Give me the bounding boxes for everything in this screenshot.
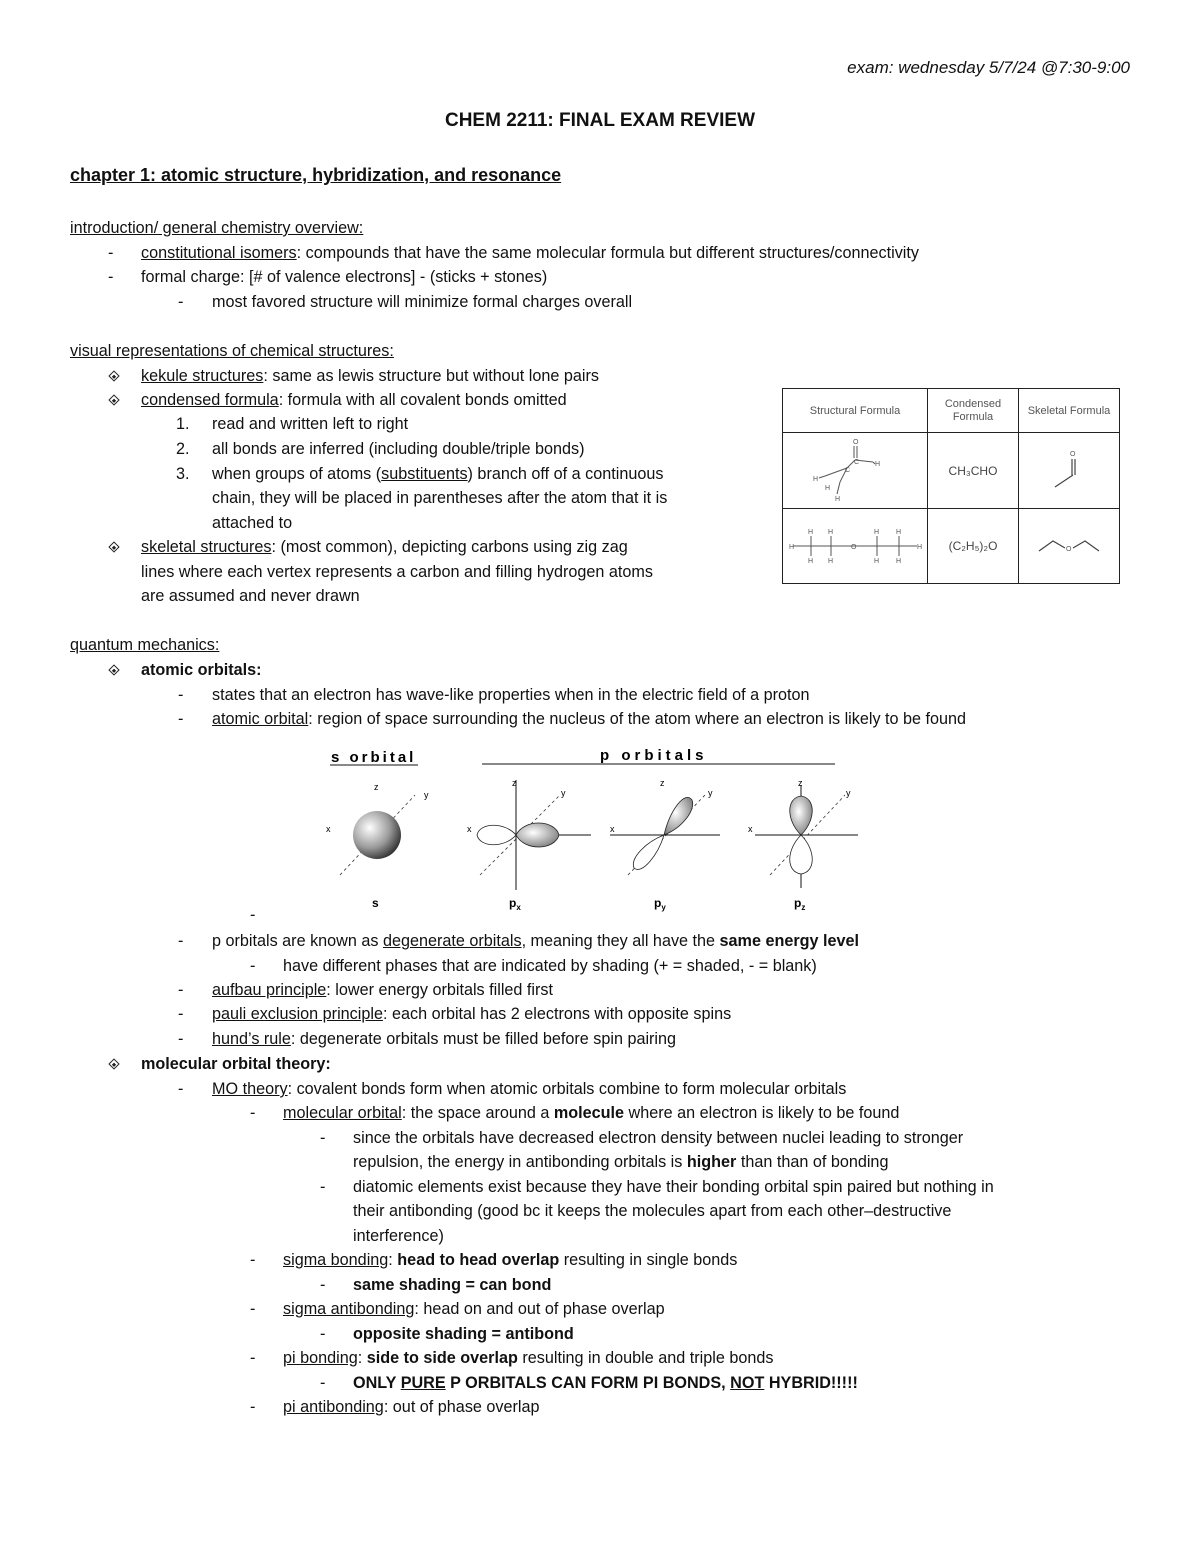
- atom-label: H: [828, 528, 834, 536]
- atom-label: H: [789, 543, 795, 551]
- emphasis: same energy level: [719, 932, 860, 950]
- text: : lower energy orbitals filled first: [326, 981, 554, 999]
- dash-bullet: -: [178, 981, 184, 999]
- term-mo-theory: MO theory: [212, 1080, 288, 1098]
- list-number: 3.: [176, 465, 190, 483]
- dash-bullet: -: [178, 1080, 184, 1098]
- term-constitutional-isomers: constitutional isomers: [141, 244, 297, 262]
- s-orbital-heading: s orbital: [331, 749, 417, 766]
- diamond-bullet: [108, 1058, 119, 1069]
- diethyl-ether-skeletal-drawing: [1019, 525, 1119, 565]
- structural-acetaldehyde: [783, 433, 928, 509]
- atom-label: H: [828, 557, 834, 565]
- diatomic-line3: interference): [353, 1227, 444, 1245]
- diethyl-ether-structural-drawing: [785, 510, 925, 580]
- def-skeletal: : (most common), depicting carbons using zig zag: [271, 538, 628, 556]
- atom-label: H: [813, 476, 819, 483]
- dash-bullet: -: [250, 1398, 256, 1416]
- orbital-label-px: $p_x$: [509, 896, 521, 912]
- term-degenerate: degenerate orbitals: [382, 932, 522, 950]
- axis-label: x: [610, 824, 615, 834]
- header-text: Formula: [952, 410, 994, 423]
- structural-diethyl-ether: [783, 509, 928, 584]
- dash-bullet: -: [178, 686, 184, 704]
- emphasis: molecule: [553, 1104, 625, 1122]
- condensed-rule-3-line2: chain, they will be placed in parentheses after the atom that it is: [212, 489, 668, 507]
- dash-bullet: -: [178, 932, 184, 950]
- dash-bullet: -: [108, 244, 114, 262]
- antibonding-energy-line1: since the orbitals have decreased electron density between nuclei leading to stronger: [353, 1129, 964, 1147]
- text: : out of phase overlap: [383, 1398, 540, 1416]
- skeletal-line3: are assumed and never drawn: [141, 587, 360, 605]
- dash-bullet: -: [250, 1349, 256, 1367]
- ao-wave-properties: states that an electron has wave-like properties when in the electric field of a proton: [212, 686, 810, 704]
- text: P ORBITALS CAN FORM PI BONDS,: [445, 1374, 731, 1392]
- sigma-antibonding-rule: opposite shading = antibond: [353, 1325, 574, 1343]
- text: p orbitals are known as: [212, 932, 383, 950]
- list-number: 2.: [176, 440, 190, 458]
- table-header-structural: Structural Formula: [783, 389, 928, 433]
- dash-bullet: -: [320, 1129, 326, 1147]
- term-sigma-antibonding: sigma antibonding: [283, 1300, 415, 1318]
- axis-label: z: [512, 778, 517, 788]
- axis-label: y: [424, 790, 429, 800]
- axis-label: x: [326, 824, 331, 834]
- term-atomic-orbital: atomic orbital: [212, 710, 309, 728]
- axis-label: z: [660, 778, 665, 788]
- phases-note: have different phases that are indicated by shading (+ = shaded, - = blank): [283, 957, 817, 975]
- atom-label: H: [896, 528, 902, 536]
- emphasis-pure: PURE: [400, 1374, 446, 1392]
- dash-bullet: -: [250, 1104, 256, 1122]
- condensed-rule-3: [212, 465, 663, 484]
- dash-bullet: -: [108, 268, 114, 286]
- diamond-bullet: [108, 370, 119, 381]
- dash-bullet: -: [178, 293, 184, 311]
- atom-label: C: [854, 459, 860, 466]
- text: where an electron is likely to be found: [624, 1104, 900, 1122]
- acetaldehyde-skeletal-drawing: [1019, 439, 1119, 499]
- diatomic-line2: their antibonding (good bc it keeps the molecules apart from each other–destructive: [353, 1202, 952, 1220]
- py-orbital-group: [610, 778, 720, 912]
- atom-label: O: [851, 543, 857, 551]
- page-title: CHEM 2211: FINAL EXAM REVIEW: [444, 110, 756, 131]
- skeletal-diethyl-ether: [1019, 509, 1120, 584]
- term-kekule: kekule structures: [141, 367, 264, 385]
- term-hund: hund’s rule: [212, 1030, 291, 1048]
- intro-item-isomers: [141, 244, 919, 263]
- skeletal-acetaldehyde: [1019, 433, 1120, 509]
- term-pauli: pauli exclusion principle: [212, 1005, 383, 1023]
- term-substituents: substituents: [381, 465, 468, 483]
- text: :: [357, 1349, 367, 1367]
- axis-label: y: [561, 788, 566, 798]
- condensed-acetaldehyde: CH₃CHO: [928, 433, 1019, 509]
- skeletal-item: [141, 538, 628, 557]
- visual-heading: visual representations of chemical structures:: [70, 342, 394, 360]
- term-aufbau: aufbau principle: [212, 981, 327, 999]
- atom-label: H: [808, 528, 814, 536]
- text: ONLY: [353, 1374, 401, 1392]
- dash-bullet: -: [178, 1030, 184, 1048]
- acetaldehyde-structural-drawing: [785, 434, 925, 504]
- pi-bonding-rule: [353, 1374, 858, 1393]
- def-condensed: : formula with all covalent bonds omitted: [278, 391, 567, 409]
- condensed-rule-3-line3: attached to: [212, 514, 293, 532]
- px-orbital-group: [467, 778, 591, 912]
- table-header-skeletal: Skeletal Formula: [1019, 389, 1120, 433]
- dash-bullet: -: [320, 1374, 326, 1392]
- orbital-label-s: s: [372, 896, 379, 910]
- dash-bullet: -: [320, 1276, 326, 1294]
- text: , meaning they all have the: [521, 932, 720, 950]
- aufbau-note: [212, 981, 553, 1000]
- pz-orbital-group: [748, 778, 858, 912]
- pi-antibonding-def: [283, 1398, 540, 1417]
- dash-bullet: -: [178, 710, 184, 728]
- intro-subitem: most favored structure will minimize formal charges overall: [212, 293, 633, 311]
- sigma-bonding-rule: same shading = can bond: [353, 1276, 552, 1294]
- dash-bullet: -: [320, 1178, 326, 1196]
- axis-label: x: [467, 824, 472, 834]
- axis-label: x: [748, 824, 753, 834]
- dash-bullet: -: [320, 1325, 326, 1343]
- orbital-label-pz: $p_z$: [794, 896, 806, 912]
- atom-label: H: [875, 461, 881, 468]
- atom-label: C: [845, 467, 851, 474]
- term-pi-bonding: pi bonding: [283, 1349, 358, 1367]
- condensed-rule-1: read and written left to right: [212, 415, 409, 433]
- dash-bullet: -: [250, 957, 256, 975]
- text: :: [388, 1251, 398, 1269]
- chapter-heading: chapter 1: atomic structure, hybridization, and resonance: [70, 165, 562, 185]
- dash-bullet: -: [178, 1005, 184, 1023]
- exam-date: exam: wednesday 5/7/24 @7:30-9:00: [847, 58, 1130, 77]
- diamond-bullet: [108, 394, 119, 405]
- condensed-diethyl-ether: (C₂H₅)₂O: [928, 509, 1019, 584]
- emphasis-not: NOT: [730, 1374, 765, 1392]
- def-atomic-orbital: : region of space surrounding the nucleus of the atom where an electron is likely to be found: [308, 710, 967, 728]
- orbital-diagram: [320, 740, 880, 915]
- atom-label: H: [917, 543, 923, 551]
- def-constitutional-isomers: : compounds that have the same molecular formula but different structures/connectivity: [296, 244, 919, 262]
- diamond-bullet: [108, 541, 119, 552]
- atom-label: O: [1066, 545, 1072, 553]
- text: resulting in double and triple bonds: [517, 1349, 774, 1367]
- text: resulting in single bonds: [559, 1251, 738, 1269]
- p-orbitals-heading: p orbitals: [600, 747, 708, 764]
- text: : head on and out of phase overlap: [414, 1300, 665, 1318]
- sigma-bonding-def: [283, 1251, 737, 1270]
- term-molecular-orbital: molecular orbital: [283, 1104, 402, 1122]
- dash-bullet: -: [250, 906, 256, 924]
- axis-label: z: [798, 778, 803, 788]
- molecular-orbital-def: [283, 1104, 899, 1123]
- sigma-antibonding-def: [283, 1300, 665, 1319]
- term-pi-antibonding: pi antibonding: [283, 1398, 384, 1416]
- diatomic-line1: diatomic elements exist because they have their bonding orbital spin paired but nothing in: [353, 1178, 994, 1196]
- atom-label: H: [835, 496, 841, 503]
- text: repulsion, the energy in antibonding orbitals is: [353, 1153, 687, 1171]
- orbital-label-py: $p_y$: [654, 896, 666, 912]
- antibonding-energy-line2: [353, 1153, 888, 1172]
- quantum-heading: quantum mechanics:: [70, 636, 220, 654]
- emphasis: head to head overlap: [397, 1251, 560, 1269]
- axis-label: z: [374, 782, 379, 792]
- atom-label: H: [808, 557, 814, 565]
- text: : the space around a: [401, 1104, 554, 1122]
- ao-definition: [212, 710, 966, 729]
- formula-comparison-table: [782, 388, 1120, 584]
- emphasis: higher: [686, 1153, 737, 1171]
- hund-note: [212, 1030, 676, 1049]
- pauli-note: [212, 1005, 731, 1024]
- atom-label: O: [1070, 451, 1076, 458]
- atom-label: H: [874, 528, 880, 536]
- header-text: Condensed: [944, 397, 1002, 410]
- s-orbital-group: [326, 782, 429, 910]
- text: ) branch off of a continuous: [467, 465, 664, 483]
- list-number: 1.: [176, 415, 190, 433]
- text: : each orbital has 2 electrons with opposite spins: [382, 1005, 732, 1023]
- emphasis: side to side overlap: [366, 1349, 518, 1367]
- intro-heading: introduction/ general chemistry overview:: [70, 219, 364, 237]
- degenerate-orbitals-note: [212, 932, 859, 951]
- s-orbital-sphere: [353, 811, 401, 859]
- atom-label: H: [874, 557, 880, 565]
- def-kekule: : same as lewis structure but without lone pairs: [263, 367, 599, 385]
- atom-label: O: [853, 439, 859, 446]
- atom-label: H: [825, 485, 831, 492]
- term-skeletal: skeletal structures: [141, 538, 272, 556]
- text: : degenerate orbitals must be filled before spin pairing: [290, 1030, 677, 1048]
- condensed-rule-2: all bonds are inferred (including double/triple bonds): [212, 440, 585, 458]
- term-sigma-bonding: sigma bonding: [283, 1251, 389, 1269]
- term-condensed: condensed formula: [141, 391, 279, 409]
- condensed-item: [141, 391, 567, 410]
- table-header-condensed: [928, 389, 1019, 433]
- text: HYBRID!!!!!: [764, 1374, 858, 1392]
- atom-label: H: [896, 557, 902, 565]
- intro-item-formal-charge: formal charge: [# of valence electrons] - (sticks + stones): [141, 268, 548, 286]
- atomic-orbitals-heading: atomic orbitals:: [141, 661, 262, 679]
- text: than than of bonding: [736, 1153, 889, 1171]
- mo-theory-def: [212, 1080, 846, 1099]
- axis-label: y: [846, 788, 851, 798]
- skeletal-line2: lines where each vertex represents a carbon and filling hydrogen atoms: [141, 563, 653, 581]
- diamond-bullet: [108, 664, 119, 675]
- pi-bonding-def: [283, 1349, 773, 1368]
- axis-label: y: [708, 788, 713, 798]
- text: : covalent bonds form when atomic orbitals combine to form molecular orbitals: [287, 1080, 847, 1098]
- dash-bullet: -: [250, 1251, 256, 1269]
- dash-bullet: -: [250, 1300, 256, 1318]
- mo-theory-heading: molecular orbital theory:: [141, 1055, 331, 1073]
- text: when groups of atoms (: [212, 465, 382, 483]
- kekule-item: [141, 367, 599, 386]
